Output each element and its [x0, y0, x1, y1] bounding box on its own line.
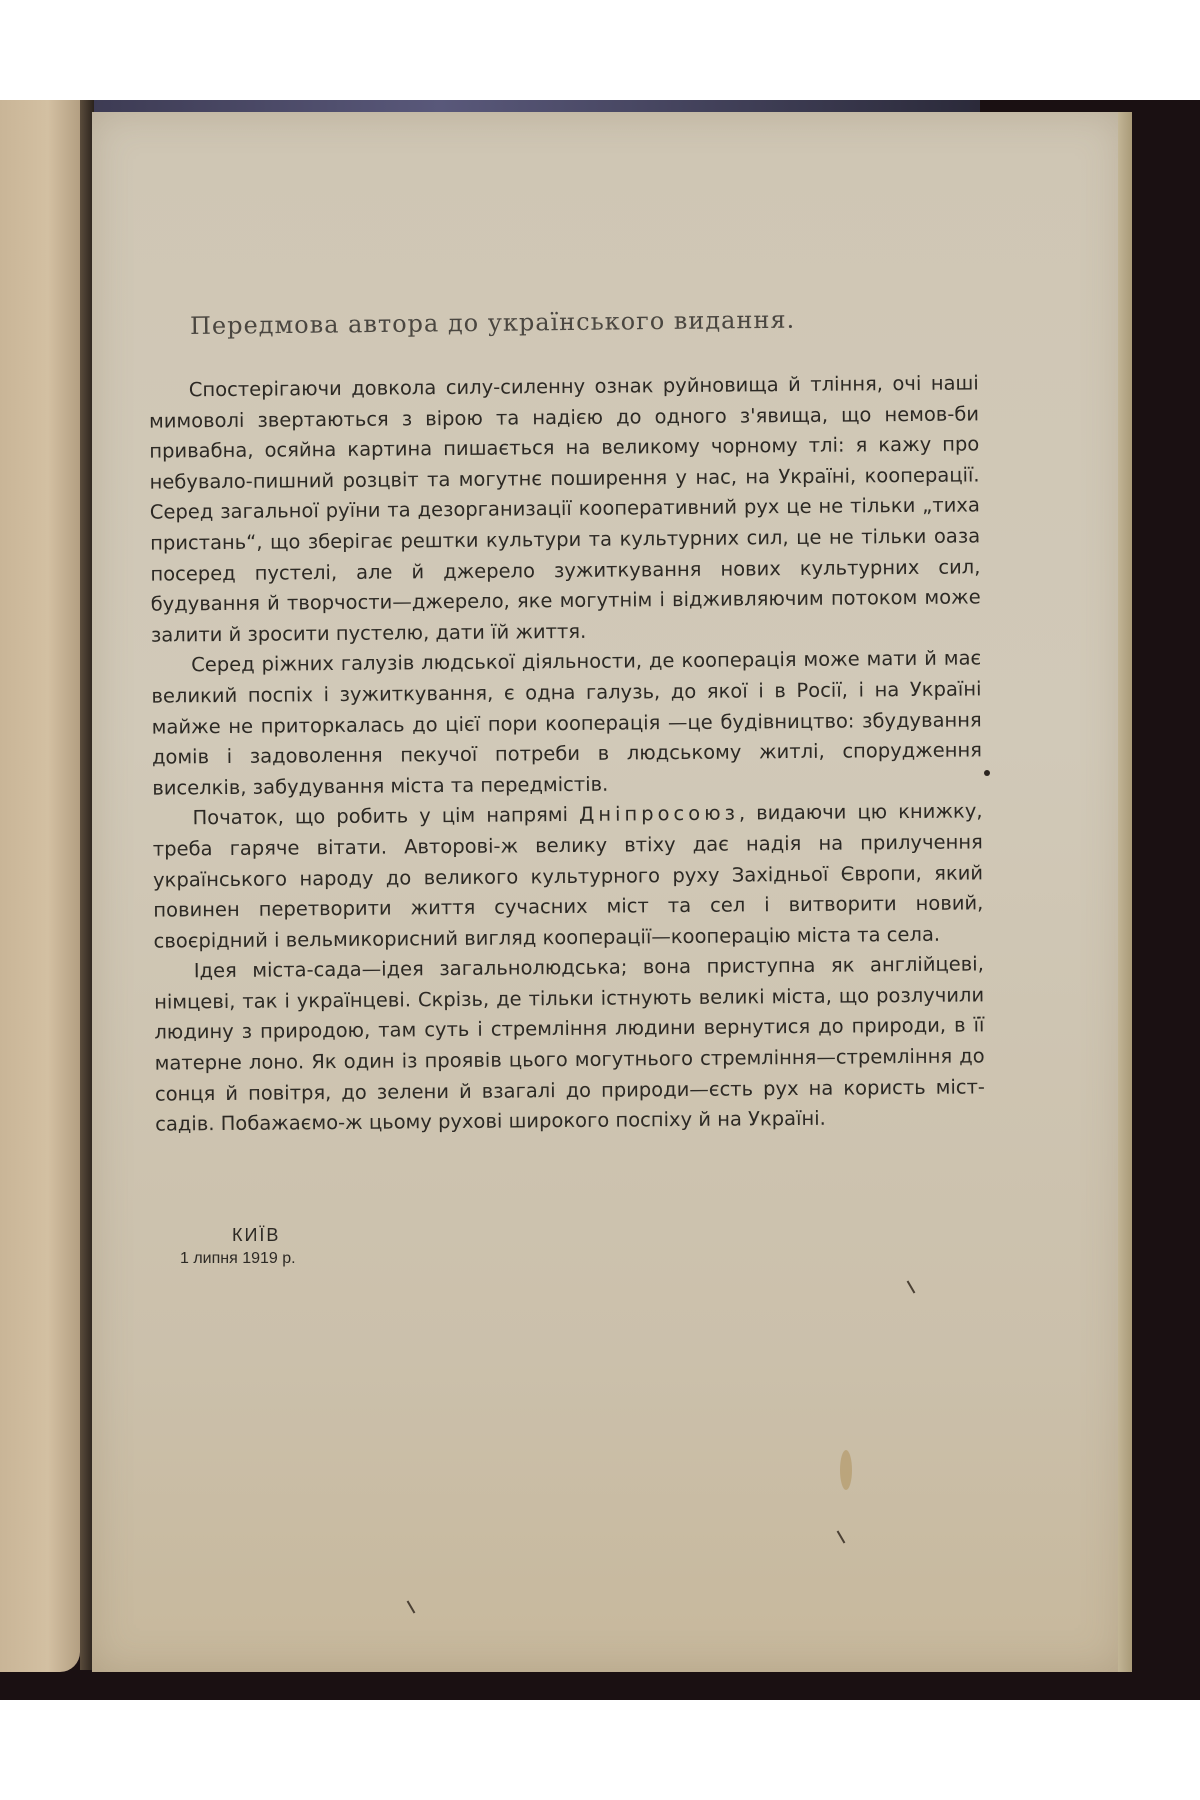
- paragraph-3-after: , видаючи цю книжку, треба гаряче вітати. Авторові-ж велику втіху дає надія на прилучення українського народу до великого культурного руху Західньої Європи, який повинен перетворити життя сучасних міст та сел і витворити новий, своєрідний і вельмикорисний вигляд кооперації—кооперацію міста та села.: [152, 799, 984, 953]
- paper-stain: [840, 1450, 852, 1490]
- paragraph-3-before: Початок, що робить у цім напрямі: [192, 803, 580, 830]
- paragraph-2: Серед ріжних галузів людської діяльности, де кооперація може мати й має великий поспіх і зужиткування, є одна галузь, до якої і в Росії, і на Україні майже не приторкалась до цієї пори кооперація —це будівництво: збудування домів і задоволення пекучої потреби в людському житлі, спорудження виселків, забудування міста та передмістів.: [151, 646, 983, 800]
- page-fore-edge: [1118, 112, 1132, 1672]
- left-page-strip: [0, 100, 80, 1672]
- signoff-place: КИЇВ: [232, 1225, 281, 1245]
- ink-dot: [984, 770, 990, 776]
- page-title: Передмова автора до українського видання.: [189, 305, 796, 340]
- signoff: [180, 1225, 296, 1268]
- paragraph-4: Ідея міста-сада—ідея загальнолюдська; вона приступна як англійцеві, німцеві, так і українцеві. Скрізь, де тільки істнують великі міста, що розлучили людину з природою, там суть і стремління людини вернутися до природи, в її матерне лоно. Як один із проявів цього могутнього стремління—стремління до сонця й повітря, до зелени й взагалі до природи—єсть рух на користь міст-садів. Побажаємо-ж цьому рухові широкого поспіху й на Україні.: [154, 952, 986, 1136]
- preface-body: [149, 368, 986, 1140]
- paragraph-1: Спостерігаючи довкола силу-силенну ознак руйновища й тління, очі наші мимоволі звертаються з вірою та надією до одного з'явища, що немов-би привабна, осяйна картина пишається на великому чорному тлі: я кажу про небувало-пишний розцвіт та могутнє поширення у нас, на Україні, кооперації. Серед загальної руїни та дезорганизації кооперативний рух це не тільки „тиха пристань“, що зберігає рештки культури та культурних сил, це не тільки оаза посеред пустелі, але й джерело зужиткування нових культурних сил, будування й творчости—джерело, яке могутнім і відживляючим потоком може залити й зросити пустелю, дати їй життя.: [148, 371, 981, 647]
- signoff-date: 1 липня 1919 р.: [180, 1250, 296, 1267]
- publisher-name: Дніпросоюз: [578, 801, 740, 827]
- paragraph-3: [152, 797, 983, 957]
